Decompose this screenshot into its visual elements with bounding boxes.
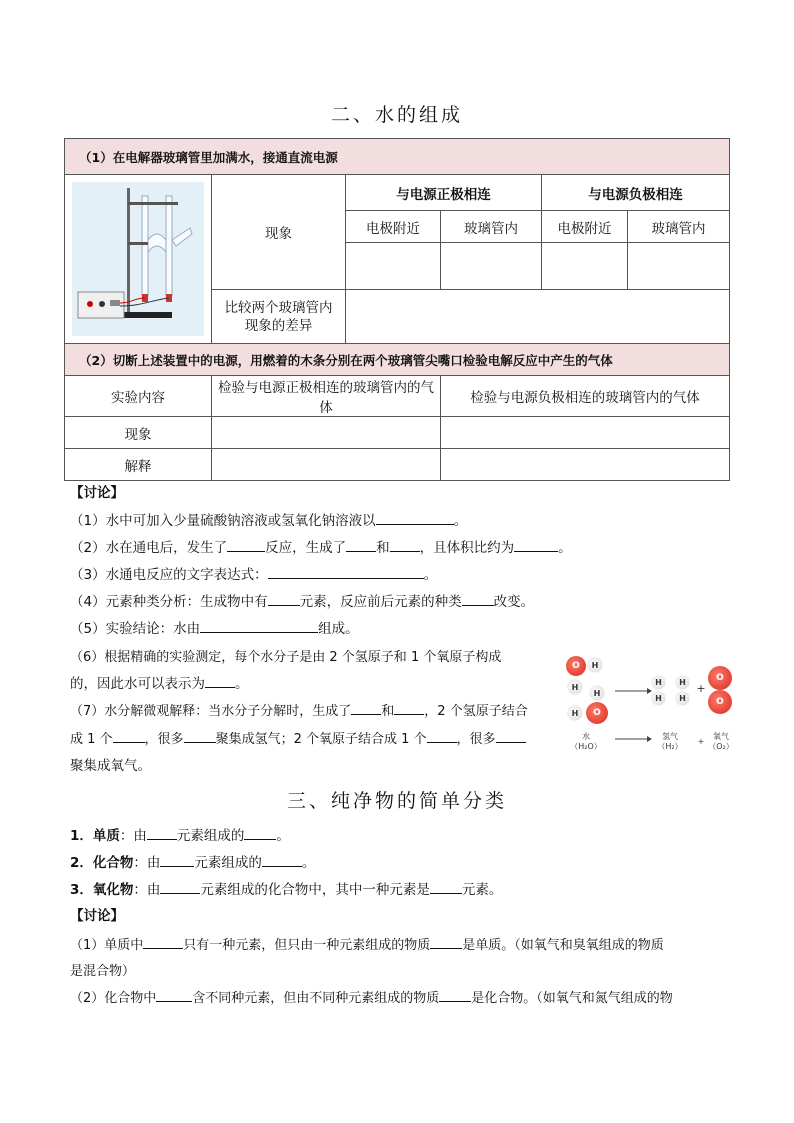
row-label-explain: 解释	[65, 449, 212, 481]
classification-q2-line1: （2）化合物中 含不同种元素，但由不同种元素组成的物质 是化合物。（如氧气和氮气组成的物	[70, 988, 673, 1009]
fill-blank[interactable]	[462, 592, 494, 606]
fill-blank[interactable]	[514, 538, 558, 552]
col-header-negative: 与电源负极相连	[542, 175, 730, 211]
hydrogen-atom-icon: H	[652, 676, 665, 689]
fill-blank[interactable]	[205, 674, 235, 688]
definition-element: 1．单质：由 元素组成的 。	[70, 828, 290, 844]
hydrogen-atom-icon: H	[652, 692, 665, 705]
fill-blank[interactable]	[160, 880, 200, 894]
discussion-item-4: （4）元素种类分析：生成物中有 元素，反应前后元素的种类 改变。	[70, 594, 535, 610]
fill-blank[interactable]	[376, 511, 454, 525]
subheader-in-tube-neg: 玻璃管内	[628, 211, 730, 243]
answer-cell[interactable]	[346, 290, 730, 344]
answer-cell[interactable]	[441, 417, 730, 449]
subheader-near-electrode-pos: 电极附近	[346, 211, 441, 243]
oxygen-atom-icon: O	[566, 656, 586, 676]
electrolysis-table	[64, 138, 730, 481]
water-decomposition-diagram	[558, 648, 738, 756]
arrow-icon	[613, 686, 653, 696]
fill-blank[interactable]	[227, 538, 265, 552]
discussion-label: 【讨论】	[70, 485, 124, 501]
fill-blank[interactable]	[394, 701, 424, 715]
subheader-near-electrode-neg: 电极附近	[542, 211, 628, 243]
table-header-step1: （1）在电解器玻璃管里加满水，接通直流电源	[65, 139, 730, 175]
hydrogen-atom-icon: H	[676, 692, 689, 705]
fill-blank[interactable]	[143, 935, 183, 949]
plus-sign: +	[696, 682, 706, 695]
row-label-phenomenon2: 现象	[65, 417, 212, 449]
fill-blank[interactable]	[439, 988, 471, 1002]
fill-blank[interactable]	[184, 729, 216, 743]
fill-blank[interactable]	[351, 701, 381, 715]
discussion-item-2: （2）水在通电后，发生了 反应，生成了 和 ，且体积比约为 。	[70, 540, 572, 556]
section-title-pure-substance: 三、纯净物的简单分类	[286, 790, 507, 812]
fill-blank[interactable]	[113, 729, 145, 743]
oxygen-atom-icon: O	[586, 702, 608, 724]
subheader-in-tube-pos: 玻璃管内	[441, 211, 542, 243]
discussion-item-7-line3: 聚集成氧气。	[70, 758, 151, 774]
fill-blank[interactable]	[427, 729, 457, 743]
discussion-item-1: （1）水中可加入少量硫酸钠溶液或氢氧化钠溶液以 。	[70, 513, 468, 529]
col-header-positive: 与电源正极相连	[346, 175, 542, 211]
fill-blank[interactable]	[268, 565, 424, 579]
fill-blank[interactable]	[200, 619, 318, 633]
fill-blank[interactable]	[244, 826, 276, 840]
fill-blank[interactable]	[496, 729, 526, 743]
discussion-item-5: （5）实验结论：水由 组成。	[70, 621, 359, 637]
definition-compound: 2．化合物：由 元素组成的 。	[70, 855, 316, 871]
discussion-item-7-line2: 成 1 个 ，很多 聚集成氢气；2 个氧原子结合成 1 个 ，很多	[70, 729, 526, 750]
answer-cell[interactable]	[346, 243, 441, 290]
label-water-formula: （H₂O）	[570, 742, 602, 751]
fill-blank[interactable]	[156, 988, 192, 1002]
plus-sign: +	[697, 737, 705, 746]
label-oxygen: 氧气	[713, 732, 729, 741]
fill-blank[interactable]	[147, 826, 177, 840]
discussion-item-3: （3）水通电反应的文字表达式： 。	[70, 567, 438, 583]
fill-blank[interactable]	[430, 880, 462, 894]
hydrogen-atom-icon: H	[588, 658, 602, 672]
label-hydrogen-formula: （H₂）	[657, 742, 683, 751]
answer-cell[interactable]	[212, 417, 441, 449]
answer-cell[interactable]	[542, 243, 628, 290]
hydrogen-atom-icon: H	[676, 676, 689, 689]
fill-blank[interactable]	[430, 935, 462, 949]
oxygen-atom-icon: O	[708, 690, 732, 714]
classification-q1-line2: 是混合物）	[70, 964, 136, 979]
row-label-phenomenon: 现象	[212, 175, 346, 290]
label-hydrogen: 氢气	[662, 732, 678, 741]
arrow-icon	[613, 734, 653, 744]
section-title-water-composition: 二、水的组成	[330, 104, 463, 126]
fill-blank[interactable]	[390, 538, 420, 552]
classification-q1-line1: （1）单质中 只有一种元素，但只由一种元素组成的物质 是单质。（如氧气和臭氧组成的物质	[70, 935, 664, 956]
discussion-item-7-line1: （7）水分解微观解释：当水分子分解时，生成了 和 ，2 个氢原子结合	[70, 701, 528, 722]
col-header-check-positive: 检验与电源正极相连的玻璃管内的气体	[212, 376, 441, 417]
fill-blank[interactable]	[160, 853, 194, 867]
hydrogen-atom-icon: H	[568, 706, 582, 720]
hydrogen-atom-icon: H	[590, 686, 604, 700]
hydrogen-atom-icon: H	[568, 680, 582, 694]
discussion-label: 【讨论】	[70, 908, 124, 924]
fill-blank[interactable]	[262, 853, 302, 867]
answer-cell[interactable]	[628, 243, 730, 290]
fill-blank[interactable]	[268, 592, 300, 606]
col-header-check-negative: 检验与电源负极相连的玻璃管内的气体	[441, 376, 730, 417]
row-label-compare: 比较两个玻璃管内现象的差异	[212, 290, 346, 344]
oxygen-atom-icon: O	[708, 666, 732, 690]
discussion-item-6-line1: （6）根据精确的实验测定，每个水分子是由 2 个氢原子和 1 个氧原子构成	[70, 650, 502, 665]
label-oxygen-formula: （O₂）	[708, 742, 734, 751]
table-header-step2: （2）切断上述装置中的电源，用燃着的木条分别在两个玻璃管尖嘴口检验电解反应中产生的气体	[65, 344, 730, 376]
electrolysis-apparatus-image	[65, 175, 212, 344]
fill-blank[interactable]	[346, 538, 376, 552]
answer-cell[interactable]	[441, 449, 730, 481]
discussion-item-6-line2: 的，因此水可以表示为 。	[70, 676, 249, 692]
answer-cell[interactable]	[212, 449, 441, 481]
definition-oxide: 3．氧化物：由 元素组成的化合物中，其中一种元素是 元素。	[70, 882, 503, 898]
label-water: 水	[582, 732, 590, 741]
col-header-content: 实验内容	[65, 376, 212, 417]
answer-cell[interactable]	[441, 243, 542, 290]
